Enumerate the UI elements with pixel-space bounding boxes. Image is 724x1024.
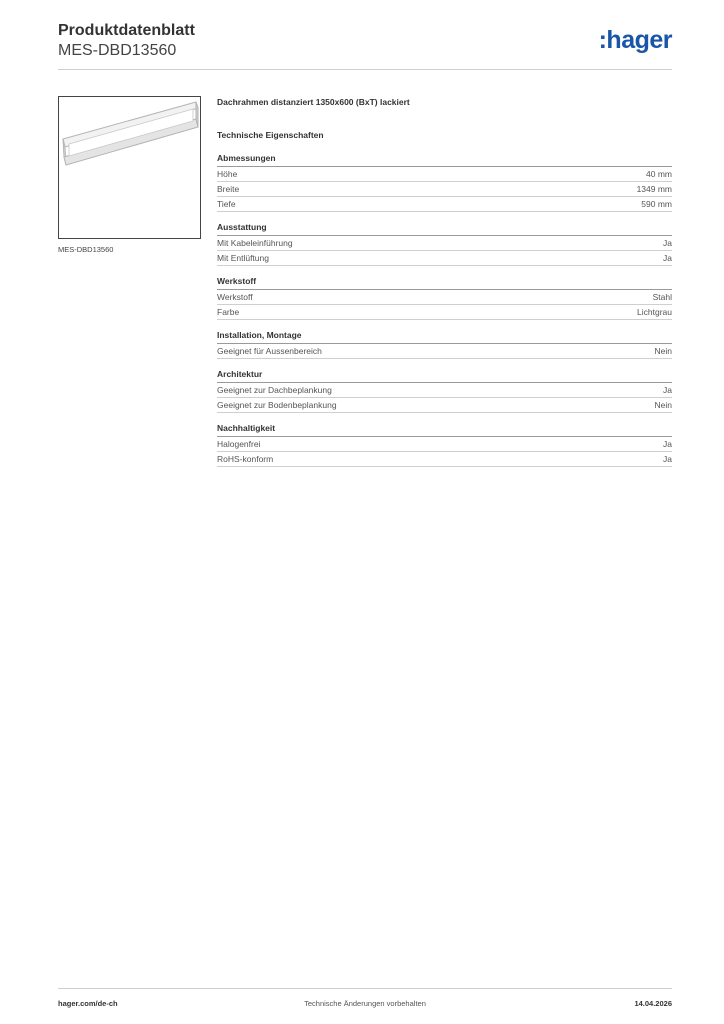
product-code: MES-DBD13560 [58, 42, 177, 59]
property-row [217, 251, 672, 266]
property-label: RoHS-konform [217, 454, 274, 464]
property-row [217, 398, 672, 413]
footer-divider [58, 988, 672, 989]
group-abmessungen [217, 153, 672, 212]
property-value: Lichtgrau [637, 307, 672, 317]
group-architektur [217, 369, 672, 413]
property-row [217, 197, 672, 212]
property-value: Ja [663, 439, 672, 449]
property-row [217, 290, 672, 305]
property-value: Nein [654, 400, 672, 410]
property-row [217, 167, 672, 182]
property-label: Werkstoff [217, 292, 253, 302]
group-installation-montage [217, 330, 672, 359]
property-value: Nein [654, 346, 672, 356]
property-value: Ja [663, 385, 672, 395]
property-row [217, 452, 672, 467]
group-werkstoff [217, 276, 672, 320]
property-row [217, 344, 672, 359]
property-label: Mit Kabeleinführung [217, 238, 293, 248]
property-label: Farbe [217, 307, 240, 317]
property-row [217, 236, 672, 251]
property-label: Halogenfrei [217, 439, 261, 449]
property-label: Tiefe [217, 199, 236, 209]
group-title: Installation, Montage [217, 330, 672, 344]
group-title: Ausstattung [217, 222, 672, 236]
group-nachhaltigkeit [217, 423, 672, 467]
group-title: Nachhaltigkeit [217, 423, 672, 437]
document-header [58, 20, 672, 70]
property-row [217, 437, 672, 452]
document-title: Produktdatenblatt [58, 22, 195, 39]
group-title: Architektur [217, 369, 672, 383]
property-label: Geeignet zur Dachbeplankung [217, 385, 332, 395]
footer-website-link[interactable]: hager.com/de-ch [58, 999, 118, 1008]
property-row [217, 383, 672, 398]
property-value: Ja [663, 454, 672, 464]
footer-date: 14.04.2026 [634, 999, 672, 1008]
hager-logo: :hager [598, 26, 672, 54]
property-label: Breite [217, 184, 240, 194]
document-footer [58, 999, 672, 1011]
product-details [217, 97, 672, 477]
property-value: Ja [663, 253, 672, 263]
header-divider [58, 69, 672, 70]
property-label: Geeignet für Aussenbereich [217, 346, 322, 356]
image-caption: MES-DBD13560 [58, 245, 114, 254]
property-value: Ja [663, 238, 672, 248]
property-value: 40 mm [646, 169, 672, 179]
section-heading: Technische Eigenschaften [217, 130, 324, 140]
roof-frame-illustration [59, 97, 200, 238]
property-value: 590 mm [641, 199, 672, 209]
product-image [58, 96, 201, 239]
property-label: Höhe [217, 169, 238, 179]
property-label: Geeignet zur Bodenbeplankung [217, 400, 337, 410]
group-ausstattung [217, 222, 672, 266]
group-title: Werkstoff [217, 276, 672, 290]
property-label: Mit Entlüftung [217, 253, 269, 263]
property-row [217, 182, 672, 197]
footer-disclaimer: Technische Änderungen vorbehalten [304, 999, 426, 1008]
property-value: Stahl [652, 292, 672, 302]
property-row [217, 305, 672, 320]
product-title: Dachrahmen distanziert 1350x600 (BxT) lackiert [217, 97, 410, 107]
group-title: Abmessungen [217, 153, 672, 167]
property-value: 1349 mm [636, 184, 672, 194]
